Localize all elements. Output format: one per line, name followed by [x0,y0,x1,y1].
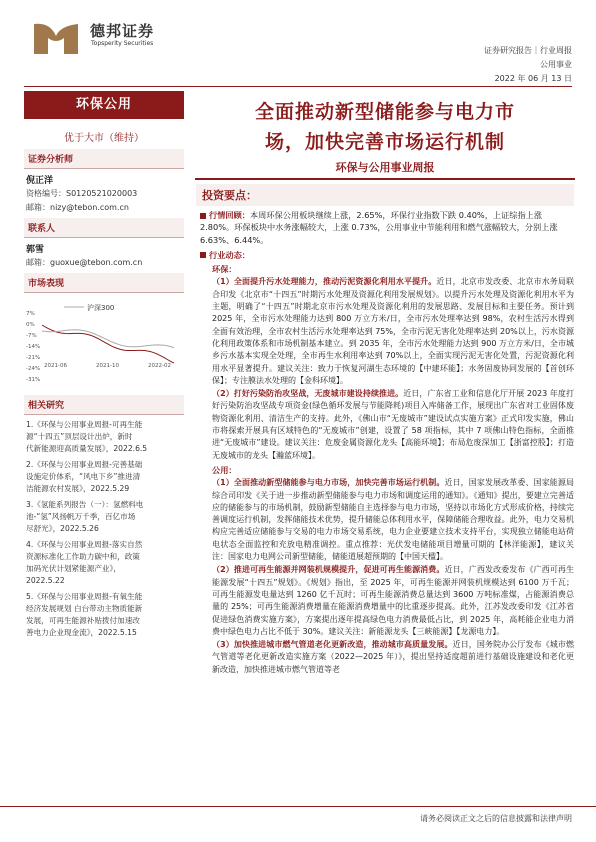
sector-banner: 环保公用 [24,91,184,119]
y-tick-label: -14% [26,344,41,350]
title-line-1: 全面推动新型储能参与电力市 [254,101,515,123]
env-item-1: （1）全面提升污水处理能力，推动污泥资源化利用水平提升。近日，北京市发改委、北京市水务局联合印发《北京市“十四五”时期污水处理及资源化利用发展规划》。以提升污水处理及资源化利用水平为主题，明确了“十四五”时期北京市污水处理及资源化利用的发展思路、发展目标和主要任务。预计到 2025 年，全市污水处理能力达到 800 万立方米/日，全市污水处理率达到 98%，农村生活污水得到全面有效治理，全市农村生活污水处理率达到 75%，全市污泥无害化处理率达到 20%以上，污水资源化利用政策体系和市场机制基本建立。到 2035 年，全市污水处理能力达到 900 万立方米/日，全市城乡污水基本实现全处理，全市再生水利用率达到 70%以上，全面实现污泥无害化处置，污泥资源化利用水平显著提升。建议关注：致力于恢复河湖生态环境的【中建环能】；水务固废协同发展的【首创环保】；专注膜法水处理的【金科环境】。 [212,277,574,385]
y-tick-label: 0% [26,322,35,328]
utility-header: 公用： [212,464,237,475]
related-item[interactable]: 2.《环保与公用事业周报-完善基础 设施定价体系，“风电下乡”推进清 洁能源农村发展》，2022.5.29 [26,460,143,493]
header-divider [24,86,572,87]
related-item[interactable]: 4.《环保与公用事业周报-落实自然 资源标准化工作助力碳中和，政策 加码光伏计划紧能源产业》， 2022.5.22 [26,540,143,585]
left-sidebar [24,91,184,842]
utility-item-1: （1）全面推动新型储能参与电力市场，加快完善市场运行机制。近日，国家发展改革委、国家能源局综合司印发《关于进一步推动新型储能参与电力市场和调度运用的通知》。《通知》提出，要建立完善适应的储能参与的市场机制，鼓励新型储能自主选择参与电力市场，坚持以市场化方式形成价格，持续完善调度运行机制，发挥储能技术优势，提升储能总体利用水平，保障储能合理收益。此外，电力交易机构应完善适应储能参与交易的电力市场交易系统，电力企业要建立技术支持平台，实现独立储能电站荷电状态全面监控和充放电精准调控。重点推荐：光伏发电储能项目增量可期的【林洋能源】，建议关注：国家电力电网公司新型储能，储能道展超预期的【中国天楹】。 [212,478,574,562]
y-tick-label: -7% [26,333,37,339]
logo-subtitle: Topsperity Securities [91,40,154,47]
header-info [484,44,572,86]
page-title [195,95,575,157]
rating: 优于大市（维持） [64,133,144,144]
contact-name: 郭雪 [26,245,45,255]
logo-mark-icon [28,16,88,60]
report-type: 证券研究报告｜行业周报 [484,46,572,55]
contact-header: 联系人 [24,218,184,238]
title-divider [195,178,575,180]
market-header: 市场表现 [24,273,184,293]
env-item-2: （2）打好污染防治攻坚战，无废城市建设持续推进。近日，广东省工业和信息化厅开展 2023 年度打好污染防治攻坚战专项资金(绿色循环发展与节能降耗)项目入库储备工作，展现出广东省对工业固体废物资源化利用、清洁生产的支持。此外，《佛山市“无废城市”建设试点实施方案》正式印发实施，佛山市将探索开展具有区域特色的“无废城市”创建，设置了 58 项指标，其中 7 项佛山特色指标，全面推进“无废城市”建设。建议关注：危废金属资源化龙头【高能环境】；布局危废深加工【浙富控股】；打造无废城市的龙头【瀚蓝环境】。 [212,389,574,460]
utility-item-2: （2）推进可再生能源并网装机规模提升，促进可再生能源消费。近日，广西发改委发布《广西可再生能源发展“十四五”规划》。《规划》指出，至 2025 年，可再生能源并网装机规模达到 6100 万千瓦；可再生能源发电量达到 1260 亿千瓦时；可再生能源消费总量达到 3600 万吨标准煤，占能源消费总量的 25%；可再生能源消费增量在能源消费增量中的比重逐步提高。此外，江苏发改委印发《江苏省促进绿色消费实施方案》，方案提出逐年提高绿色电力消费最低占比，到 2025 年，高耗能企业电力消费中绿色电力占比不低于 30%。建议关注：新能源龙头【三峡能源】【龙源电力】。 [212,565,574,636]
invest-header: 投资要点： [196,184,574,206]
industry-news: 行业动态： [200,249,574,261]
footer-divider [0,806,596,807]
series-line-sector [42,330,174,348]
utility-item-3: （3）加快推进城市燃气管道老化更新改造，推动城市高质量发展。近日，国务院办公厅发布《城市燃气管道等老化更新改造实施方案（2022—2025 年）》，提出坚持适度超前进行基础设施建设和老化更新改造，加快推进城市燃气管道等老 [212,640,574,674]
title-line-2: 场，加快完善市场运行机制 [264,131,505,153]
y-tick-label: 7% [26,311,35,317]
x-tick-label: 2021-06 [44,363,67,369]
chart-legend: 沪深300 [87,304,115,312]
analyst-email[interactable]: 邮箱：nizy@tebon.com.cn [26,203,129,212]
logo-title: 德邦证券 [90,22,155,40]
env-header: 环保： [212,264,237,275]
market-chart [24,297,184,387]
y-tick-label: -21% [26,355,41,361]
page-subtitle: 环保与公用事业周报 [335,161,435,174]
analyst-name: 倪正洋 [26,176,54,186]
contact-email[interactable]: 邮箱：guoxue@tebon.com.cn [26,258,143,267]
industry-label: 公用事业 [540,60,572,69]
related-item[interactable]: 5.《环保与公用事业周报-有氧生能 经济发展规划 白台带动主物质能新 发展，可再生能源补贴拨付加速改 善电力企业现金流》，2022.5.15 [26,592,143,637]
related-header: 相关研究 [24,395,184,415]
bullet-square-icon [200,252,206,258]
x-tick-label: 2021-10 [96,363,119,369]
bullet-square-icon [200,213,206,219]
market-review: 行情回顾：本周环保公用板块继续上涨，2.65%，环保行业指数下跌 0.40%，上证综指上涨 2.80%。环保板块中水务涨幅较大，上涨 0.73%，公用事业中节能利用和燃气涨幅较大，分别上涨 6.63%、6.44%。 [200,210,558,245]
related-item[interactable]: 1.《环保与公用事业周报-可再生能 源“十四五”顶层设计出炉，新时 代新能源迎高质量发展》，2022.6.5 [26,420,148,453]
related-list [24,419,184,639]
analyst-cert: 资格编号：S0120521020003 [26,189,138,198]
y-tick-label: -31% [26,377,41,383]
related-item[interactable]: 3.《氢能系列报告（一）：氢燃料电 池-“氢”风扬帆万千季，百亿市场 尽舒光》，2022.5.26 [26,500,144,533]
footer-disclaimer: 请务必阅读正文之后的信息披露和法律声明 [420,814,572,823]
company-logo [28,16,88,60]
main-content [196,182,574,814]
analyst-header: 证券分析师 [24,149,184,169]
report-date: 2022 年 06 月 13 日 [494,74,572,83]
title-block [195,95,575,181]
x-tick-label: 2022-02 [148,363,171,369]
y-tick-label: -24% [26,366,41,372]
